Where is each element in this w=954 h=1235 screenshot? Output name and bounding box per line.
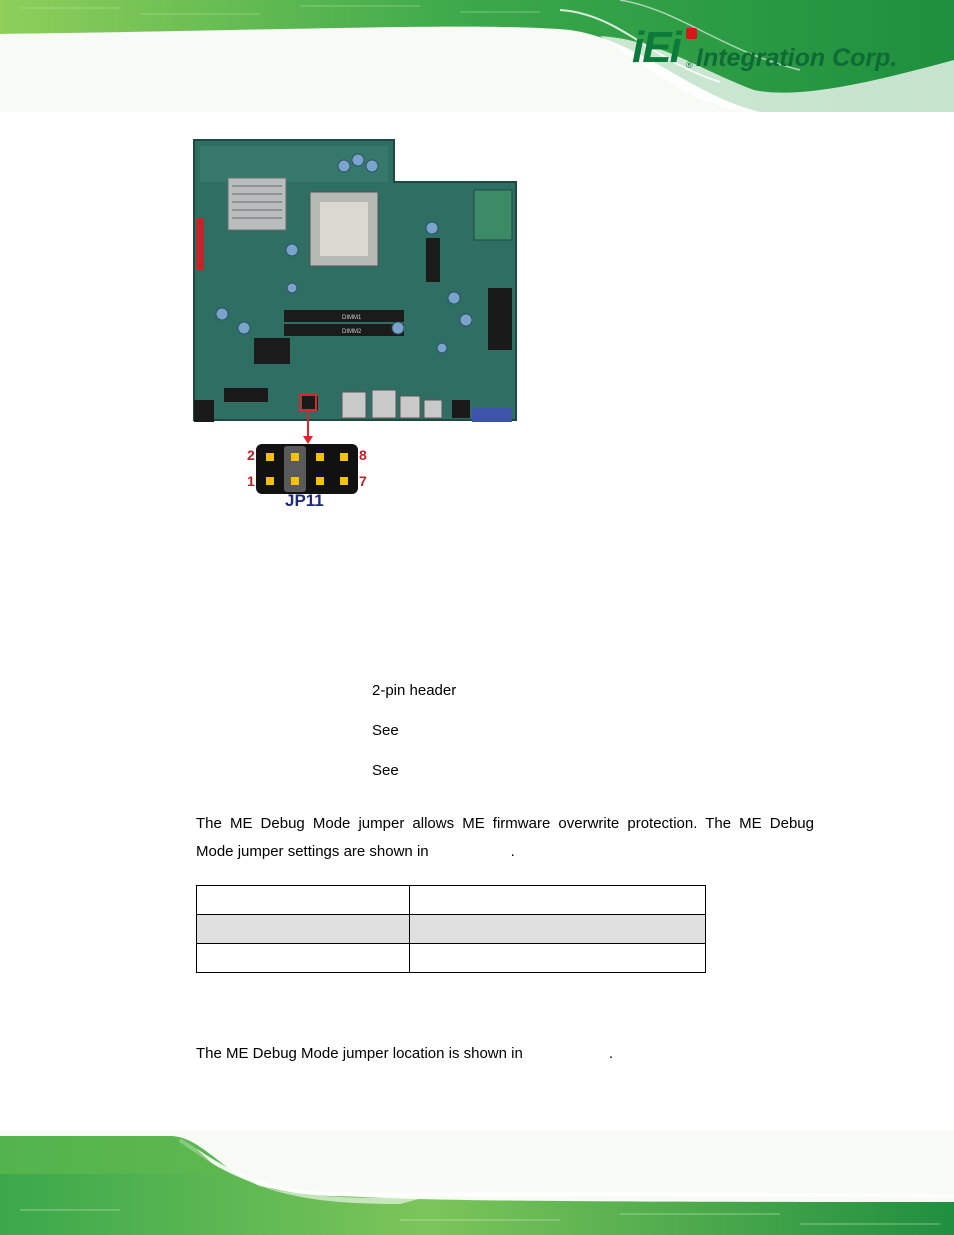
motherboard-figure: [192, 138, 518, 426]
pin-1: [266, 477, 274, 485]
location-period: .: [608, 1045, 614, 1062]
pin-label-1: 1: [247, 473, 255, 489]
pin-label-2: 2: [247, 447, 255, 463]
spec-jumper-location: See: [372, 762, 399, 779]
table-cell: [197, 915, 410, 944]
pin-4: [291, 453, 299, 461]
dimm-label-2: DIMM2: [342, 329, 362, 335]
table-cell: [410, 915, 706, 944]
pin-8: [340, 453, 348, 461]
table-cell: [410, 944, 706, 973]
intro-line-1: The ME Debug Mode jumper allows ME firmware overwrite protection. The ME Debug: [196, 815, 814, 832]
intro-line-2-period: .: [510, 843, 515, 860]
table-row: [197, 915, 706, 944]
logo-dot-icon: [686, 28, 697, 39]
dimm-slot-2: [284, 324, 404, 336]
table-row: [197, 944, 706, 973]
pin-5: [316, 477, 324, 485]
spec-jumper-type: 2-pin header: [372, 682, 457, 699]
company-logo: [632, 23, 922, 76]
pin-label-7: 7: [359, 473, 367, 489]
pin-2: [266, 453, 274, 461]
callout-arrow: [300, 410, 316, 444]
location-sentence: [196, 1040, 814, 1068]
location-text: The ME Debug Mode jumper location is shown in: [196, 1045, 523, 1062]
me-debug-settings-table: [196, 885, 706, 973]
dimm-label-1: DIMM1: [342, 315, 362, 321]
spec-jumper-settings: See: [372, 722, 399, 739]
pin-3: [291, 477, 299, 485]
dimm-slot-1: [284, 310, 404, 322]
motherboard-image: [192, 138, 518, 426]
header-banner: [0, 0, 954, 112]
jp11-pin-diagram: [256, 444, 358, 494]
pin-label-8: 8: [359, 447, 367, 463]
intro-line-2-text: Mode jumper settings are shown in: [196, 843, 429, 860]
intro-line-2: [196, 838, 814, 866]
jumper-label: JP11: [285, 491, 324, 510]
logo-name: Integration Corp.: [696, 44, 898, 72]
table-cell: [197, 944, 410, 973]
pin-6: [316, 453, 324, 461]
table-header-row: [197, 886, 706, 915]
logo-registered: ®: [686, 60, 693, 70]
table-cell: [410, 886, 706, 915]
footer-background: [0, 1130, 954, 1235]
footer-banner: [0, 1130, 954, 1235]
table-cell: [197, 886, 410, 915]
logo-mark: iEi: [632, 23, 680, 72]
pin-7: [340, 477, 348, 485]
